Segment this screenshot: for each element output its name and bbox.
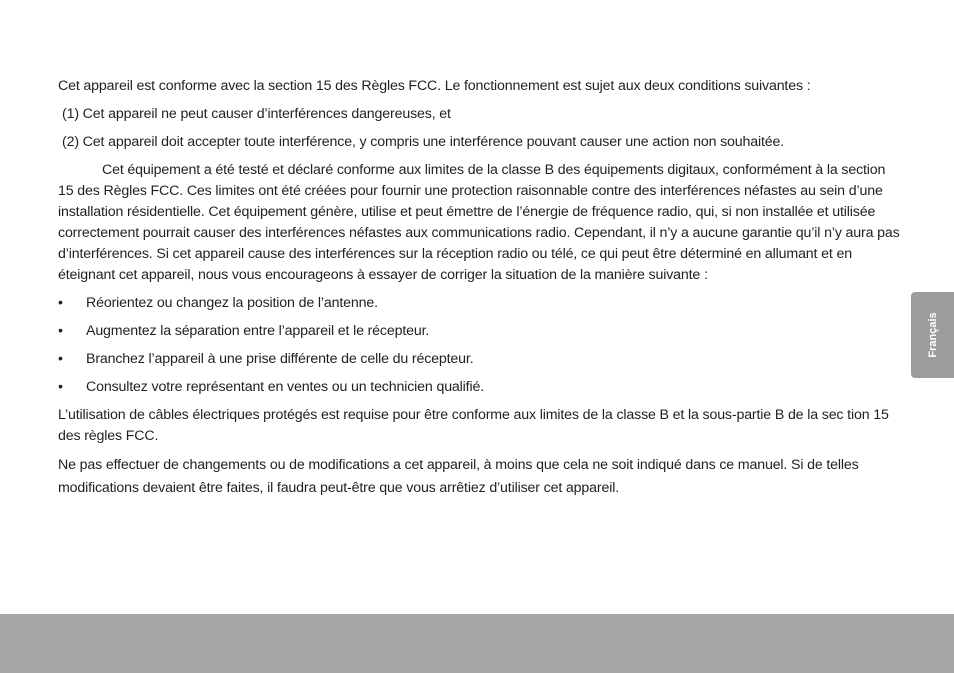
list-item-text: Branchez l’appareil à une prise différente de celle du récepteur.	[86, 351, 474, 367]
list-item-text: Augmentez la séparation entre l’appareil et le récepteur.	[86, 323, 430, 339]
list-item-text: Réorientez ou changez la position de l’antenne.	[86, 295, 378, 311]
language-tab[interactable]	[911, 292, 954, 378]
list-item	[58, 349, 900, 370]
condition-1: (1) Cet appareil ne peut causer d’interférences dangereuses, et	[62, 106, 451, 122]
list-item	[58, 377, 900, 398]
footer-bar	[0, 614, 954, 673]
modifications-paragraph: Ne pas effectuer de changements ou de modifications a cet appareil, à moins que cela ne soit indiqué dans ce manuel. Si de telles modifications devaient être faites, il faudra peut-être que vous arrêtiez d’utiliser cet appareil.	[58, 457, 859, 496]
list-item-text: Consultez votre représentant en ventes ou un technicien qualifié.	[86, 379, 485, 395]
bullet-icon: •	[58, 323, 63, 339]
page-content	[58, 76, 900, 507]
bullet-icon: •	[58, 379, 63, 395]
cables-paragraph: L’utilisation de câbles électriques protégés est requise pour être conforme aux limites de la classe B et la sous-partie B de la sec tion 15 des règles FCC.	[58, 407, 889, 444]
intro-paragraph: Cet appareil est conforme avec la section 15 des Règles FCC. Le fonctionnement est sujet aux deux conditions suivantes :	[58, 78, 811, 94]
bullet-icon: •	[58, 295, 63, 311]
list-item	[58, 293, 900, 314]
language-tab-label: Français	[926, 312, 939, 358]
condition-2: (2) Cet appareil doit accepter toute interférence, y compris une interférence pouvant causer une action non souhaitée.	[62, 134, 785, 150]
list-item	[58, 321, 900, 342]
equipment-paragraph: Cet équipement a été testé et déclaré conforme aux limites de la classe B des équipements digitaux, conformément à la section 15 des Règles FCC. Ces limites ont été créées pour fournir une protection raisonnable contre des interférences néfastes au sein d’une installation résidentielle. Cet équipement génère, utilise et peut émettre de l’énergie de fréquence radio, qui, si non installée et utilisée correctement pourrait causer des interférences néfastes aux communications radio. Cependant, il n’y a aucune garantie qu’il n’y aura pas d’interférences. Si cet appareil cause des interférences sur la réception radio ou télé, ce qui peut être déterminé en allumant et en éteignant cet appareil, nous vous encourageons à essayer de corriger la situation de la manière suivante :	[58, 162, 900, 283]
recommendation-list	[58, 293, 900, 398]
bullet-icon: •	[58, 351, 63, 367]
